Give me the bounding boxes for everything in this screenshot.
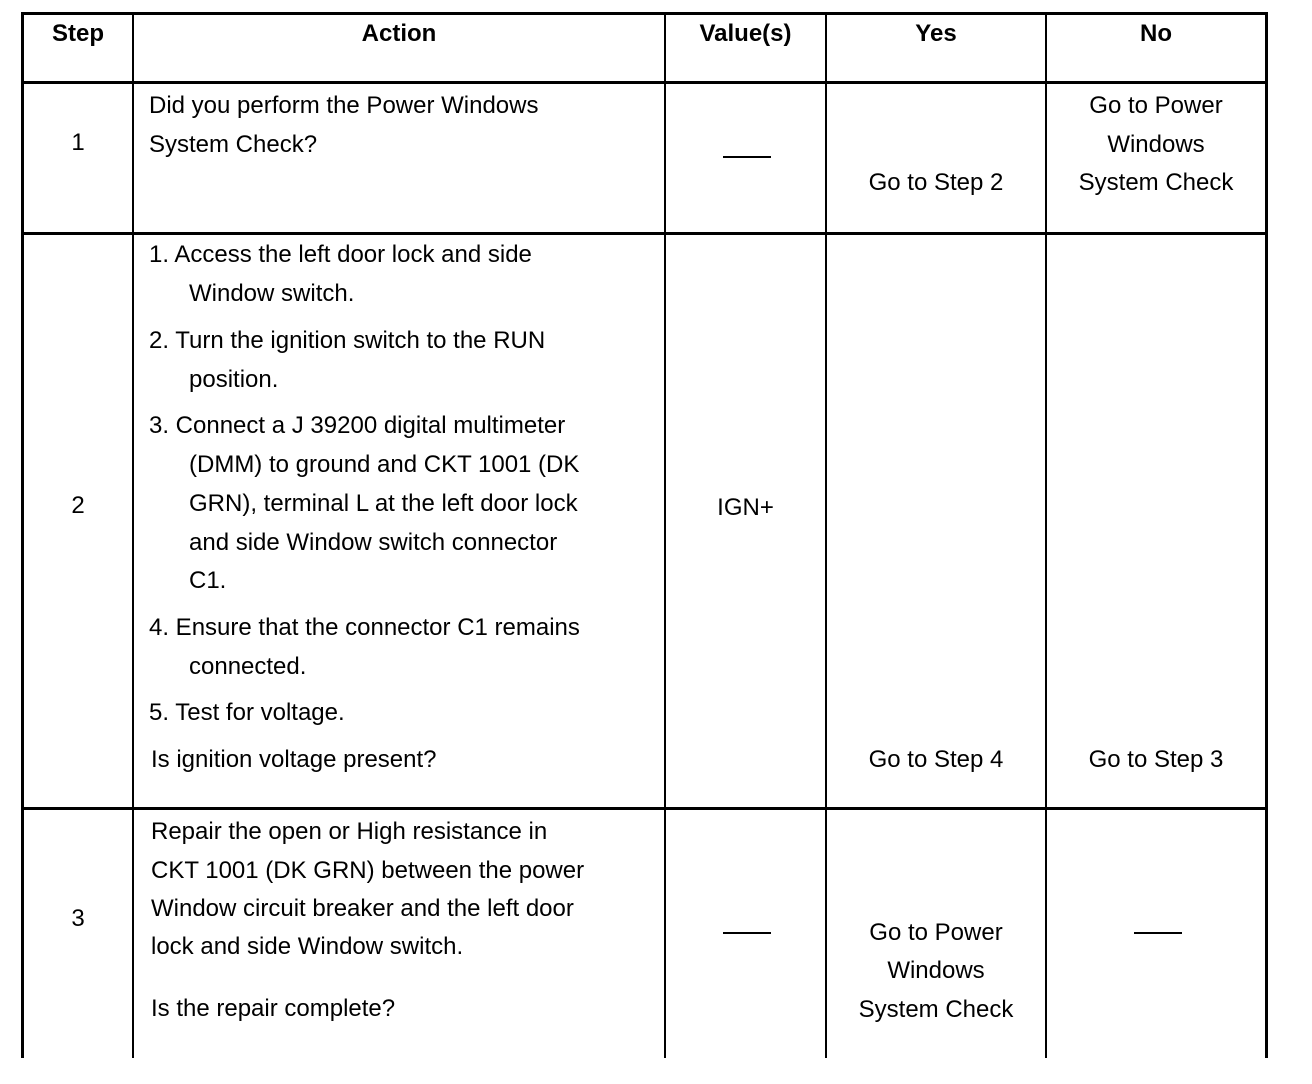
header-action: Action — [361, 20, 437, 47]
row-2-value: IGN+ — [717, 494, 774, 521]
row-1-no-line-1: Go to Power — [1089, 92, 1223, 119]
table-border-right — [1265, 12, 1268, 1058]
row-1-no-line-3: System Check — [1078, 169, 1234, 196]
row-3-yes-line-1: Go to Power — [869, 919, 1003, 946]
row-1-action-line-1: Did you perform the Power Windows — [149, 92, 539, 119]
row-3-action-line-1: Repair the open or High resistance in — [151, 818, 548, 845]
row-2-action-item-4-line-1: 4. Ensure that the connector C1 remains — [149, 614, 580, 641]
header-step: Step — [51, 20, 104, 47]
row-2-action-item-1-line-1: 1. Access the left door lock and side — [149, 241, 532, 268]
row-2-action-item-2-line-1: 2. Turn the ignition switch to the RUN — [149, 327, 546, 354]
row-2-action-item-3-line-3: GRN), terminal L at the left door lock — [189, 490, 578, 517]
header-divider — [21, 81, 1268, 84]
row-1-action-line-2: System Check? — [149, 131, 318, 158]
row-1-value-dash — [723, 156, 771, 158]
header-yes: Yes — [915, 20, 957, 47]
row-3-yes-line-3: System Check — [858, 996, 1014, 1023]
row-3-step: 3 — [71, 905, 85, 932]
row-1-yes: Go to Step 2 — [868, 169, 1004, 196]
row-2-question: Is ignition voltage present? — [151, 746, 437, 773]
row-2-action-item-1-line-2: Window switch. — [189, 280, 355, 307]
row-2-action-item-3-line-2: (DMM) to ground and CKT 1001 (DK — [189, 451, 580, 478]
row-3-action-line-4: lock and side Window switch. — [151, 933, 464, 960]
row-2-action-item-2-line-2: position. — [189, 366, 279, 393]
row-2-action-item-4-line-2: connected. — [189, 653, 307, 680]
row-3-no-dash — [1134, 932, 1182, 934]
row-2-action-item-3-line-5: C1. — [189, 567, 227, 594]
row-2-action-item-5: 5. Test for voltage. — [149, 699, 345, 726]
table-border-col-1 — [132, 12, 134, 1058]
row-3-action-line-3: Window circuit breaker and the left door — [151, 895, 574, 922]
header-no: No — [1140, 20, 1172, 47]
row-2-action-item-3-line-1: 3. Connect a J 39200 digital multimeter — [149, 412, 566, 439]
row-3-action-line-2: CKT 1001 (DK GRN) between the power — [151, 857, 585, 884]
row-3-question: Is the repair complete? — [151, 995, 396, 1022]
row-2-no: Go to Step 3 — [1088, 746, 1224, 773]
row-2-step: 2 — [71, 492, 85, 519]
table-border-col-2 — [664, 12, 666, 1058]
row-3-yes-line-2: Windows — [887, 957, 985, 984]
row-2-divider — [21, 807, 1268, 810]
row-2-yes: Go to Step 4 — [868, 746, 1004, 773]
row-1-step: 1 — [71, 129, 85, 156]
header-values: Value(s) — [699, 20, 792, 47]
row-3-value-dash — [723, 932, 771, 934]
row-1-no-line-2: Windows — [1107, 131, 1205, 158]
row-2-action-item-3-line-4: and side Window switch connector — [189, 529, 558, 556]
